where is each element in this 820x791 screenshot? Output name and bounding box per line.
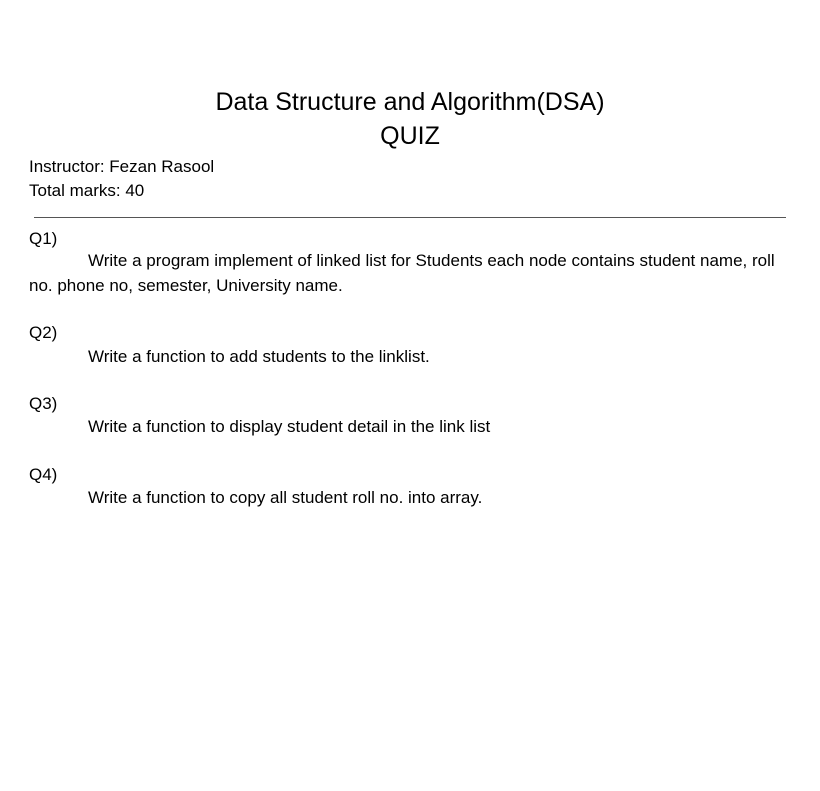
document-title: Data Structure and Algorithm(DSA) [215, 88, 605, 116]
header-divider [34, 217, 786, 218]
total-marks-line: Total marks: 40 [29, 181, 145, 200]
question-2-text: Write a function to add students to the linklist. [88, 347, 430, 366]
question-4-text: Write a function to copy all student roll no. into array. [88, 488, 483, 507]
instructor-line: Instructor: Fezan Rasool [29, 157, 215, 176]
question-2-label: Q2) [29, 323, 58, 342]
document-subtitle: QUIZ [380, 122, 440, 150]
question-4-label: Q4) [29, 465, 58, 484]
question-1-text: Write a program implement of linked list for Students each node contains student name, roll no. phone no, semester, University name. [29, 251, 775, 295]
question-3-text: Write a function to display student detail in the link list [88, 417, 491, 436]
question-3-label: Q3) [29, 394, 58, 413]
question-1-label: Q1) [29, 229, 58, 248]
